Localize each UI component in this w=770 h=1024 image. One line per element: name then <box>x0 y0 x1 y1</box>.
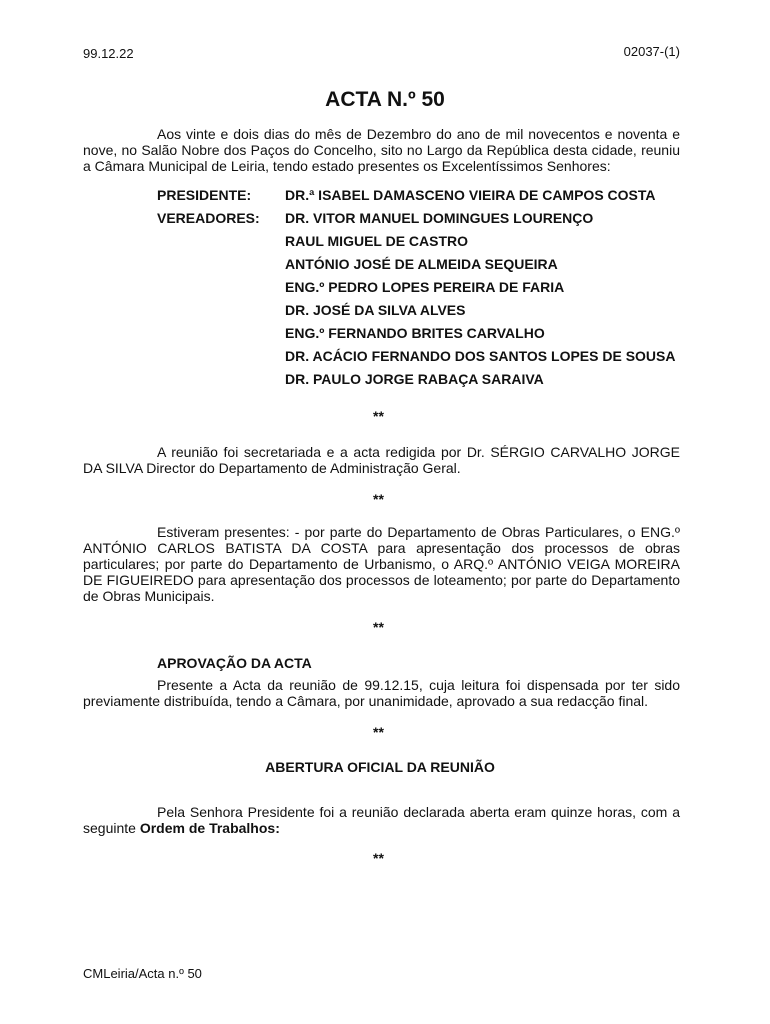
approval-heading: APROVAÇÃO DA ACTA <box>157 655 312 671</box>
secretary-paragraph: A reunião foi secretariada e a acta redigida por Dr. SÉRGIO CARVALHO JORGE DA SILVA Director do Departamento de Administração Geral. <box>83 444 680 476</box>
member-row <box>157 187 680 203</box>
member-name: ENG.º FERNANDO BRITES CARVALHO <box>285 325 545 341</box>
member-role <box>157 233 285 249</box>
present-paragraph: Estiveram presentes: - por parte do Departamento de Obras Particulares, o ENG.º ANTÓNIO CARLOS BATISTA DA COSTA para apresentação dos processos de obras particulares; por parte do Departamento de Urbanismo, o ARQ.º ANTÓNIO VEIGA MOREIRA DE FIGUEIREDO para apresentação dos processos de loteamento; por parte do Departamento de Obras Municipais. <box>83 524 680 604</box>
approval-paragraph: Presente a Acta da reunião de 99.12.15, cuja leitura foi dispensada por ter sido previamente distribuída, tendo a Câmara, por unanimidade, aprovado a sua redacção final. <box>83 677 680 709</box>
member-row <box>157 210 680 226</box>
header-date: 99.12.22 <box>83 46 134 61</box>
header-reference: 02037-(1) <box>623 44 680 59</box>
member-row <box>157 302 680 318</box>
footer-reference: CMLeiria/Acta n.º 50 <box>83 966 202 981</box>
member-role: PRESIDENTE: <box>157 187 252 203</box>
member-role <box>157 348 285 364</box>
member-row <box>157 279 680 295</box>
intro-paragraph: Aos vinte e dois dias do mês de Dezembro do ano de mil novecentos e noventa e nove, no Salão Nobre dos Paços do Concelho, sito no Largo da República desta cidade, reuniu a Câmara Municipal de Leiria, tendo estado presentes os Excelentíssimos Senhores: <box>83 126 680 174</box>
member-name: DR.ª ISABEL DAMASCENO VIEIRA DE CAMPOS COSTA <box>285 187 656 203</box>
member-row <box>157 233 680 249</box>
opening-heading: ABERTURA OFICIAL DA REUNIÃO <box>265 759 495 775</box>
member-role <box>157 279 285 295</box>
separator: ** <box>373 491 384 507</box>
member-role <box>157 302 285 318</box>
opening-text: Pela Senhora Presidente foi a reunião declarada aberta eram quinze horas, com a seguinte <box>83 804 680 836</box>
member-row <box>157 371 680 387</box>
member-name: DR. VITOR MANUEL DOMINGUES LOURENÇO <box>285 210 594 226</box>
member-name: DR. PAULO JORGE RABAÇA SARAIVA <box>285 371 544 387</box>
member-name: DR. ACÁCIO FERNANDO DOS SANTOS LOPES DE SOUSA <box>285 348 676 364</box>
member-row <box>157 348 680 364</box>
member-role: VEREADORES: <box>157 210 260 226</box>
member-role <box>157 256 285 272</box>
member-role <box>157 325 285 341</box>
member-name: ANTÓNIO JOSÉ DE ALMEIDA SEQUEIRA <box>285 256 558 272</box>
member-row <box>157 325 680 341</box>
separator: ** <box>373 619 384 635</box>
members-list <box>157 187 680 394</box>
separator: ** <box>373 724 384 740</box>
member-name: DR. JOSÉ DA SILVA ALVES <box>285 302 466 318</box>
agenda-label: Ordem de Trabalhos: <box>139 820 280 836</box>
member-name: ENG.º PEDRO LOPES PEREIRA DE FARIA <box>285 279 565 295</box>
opening-paragraph <box>83 804 680 836</box>
separator: ** <box>373 408 384 424</box>
document-title: ACTA N.º 50 <box>325 88 445 111</box>
member-name: RAUL MIGUEL DE CASTRO <box>285 233 469 249</box>
member-role <box>157 371 285 387</box>
separator: ** <box>373 850 384 866</box>
member-row <box>157 256 680 272</box>
